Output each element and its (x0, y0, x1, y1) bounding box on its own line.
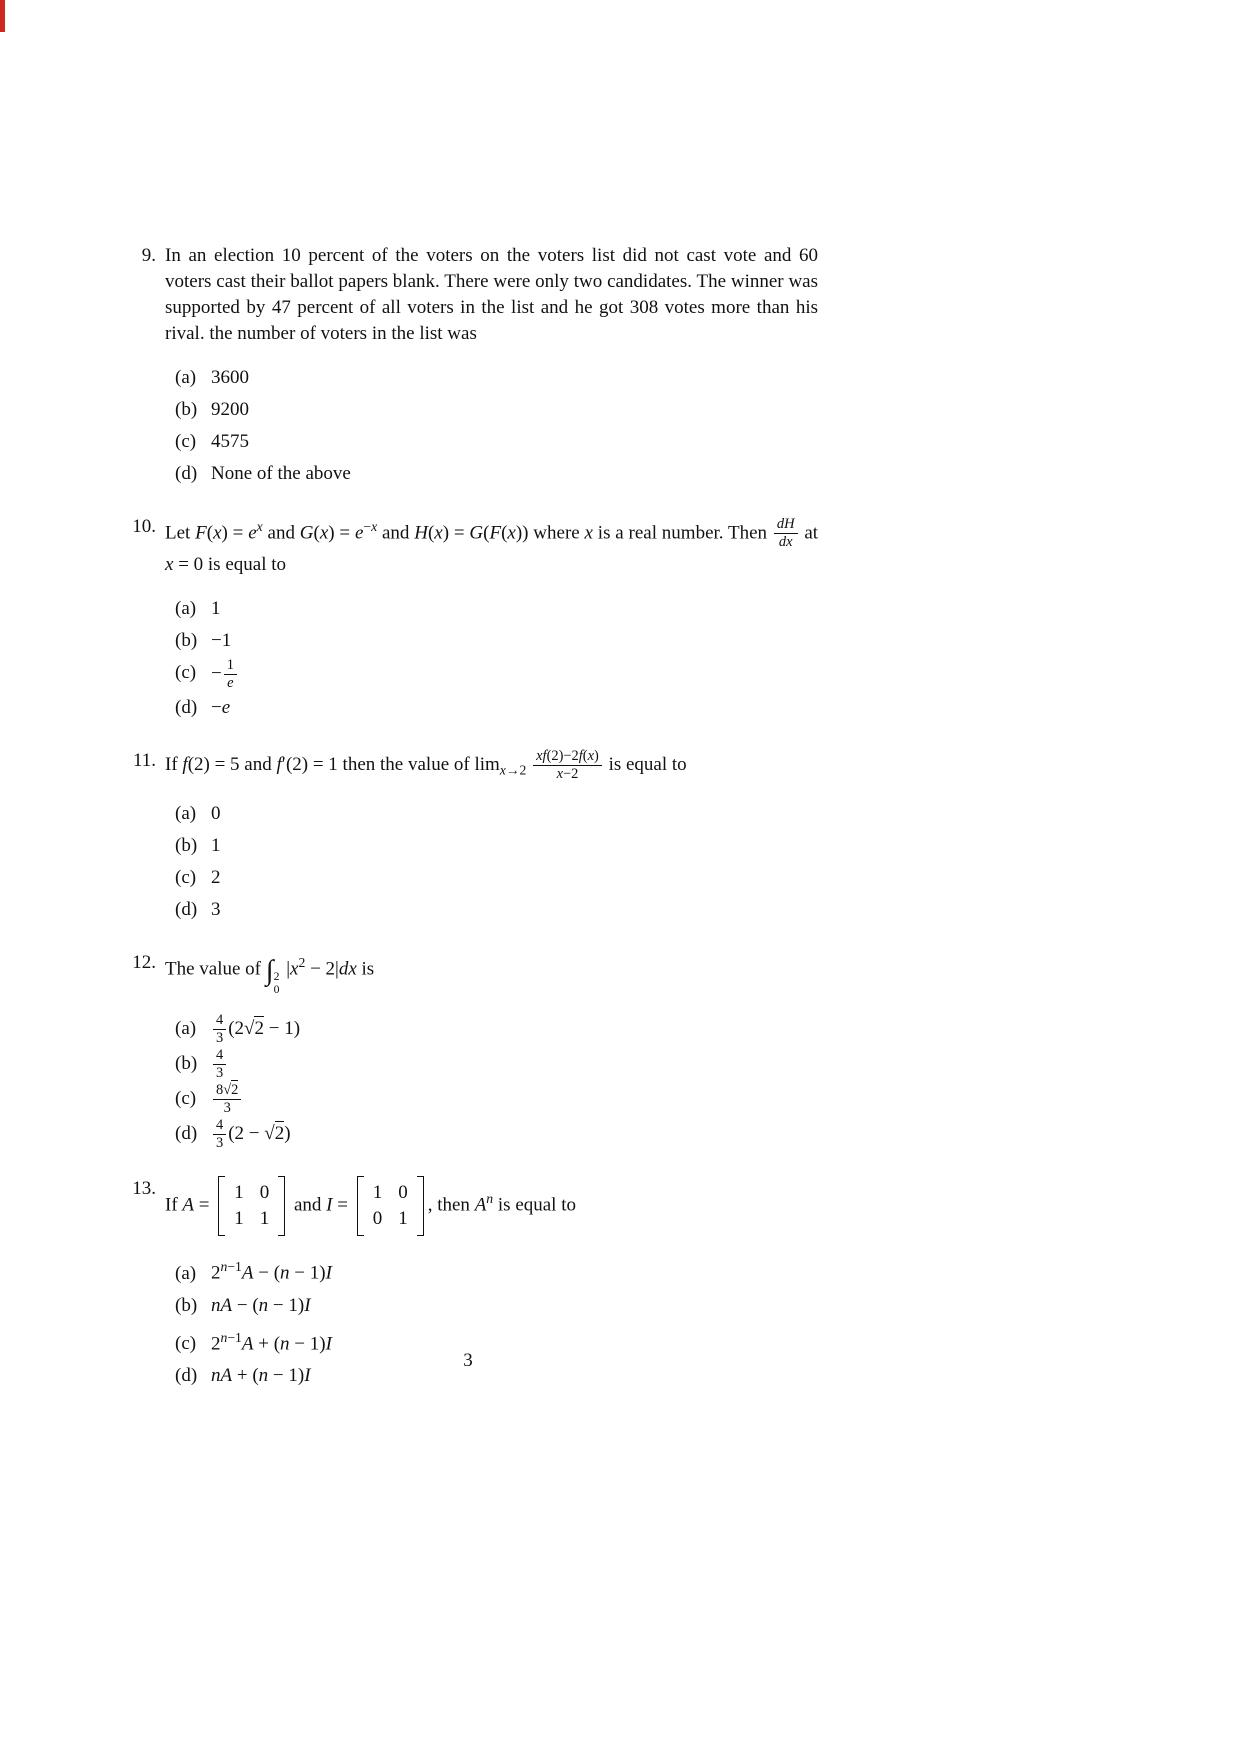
page-number: 3 (463, 1350, 473, 1371)
option-item (175, 1047, 818, 1082)
option-label: (a) (175, 1262, 197, 1284)
question-body: If f(2) = 5 and f′(2) = 1 then the value of $\lim_{x\to 2}$ $\frac{xf(2)-2f(x)}{x-2}$ is equal to (165, 747, 687, 782)
option-label: (a) (175, 367, 197, 388)
question-item-9 (118, 243, 818, 490)
option-text: $\frac{8√2}{3}$ (211, 1082, 818, 1117)
question-number: 10. (132, 516, 156, 537)
question-item-11 (118, 748, 818, 927)
option-label: (c) (175, 662, 197, 684)
option-label: (d) (175, 899, 198, 921)
option-item (175, 593, 818, 625)
options-list (175, 798, 818, 926)
option-text: 0 (211, 803, 221, 825)
option-label: (d) (175, 1364, 198, 1386)
option-text: nA + (n − 1)I (211, 1364, 311, 1386)
option-label: (d) (175, 463, 198, 484)
option-label: (c) (175, 867, 197, 889)
question-body: Let $F(x) = e^x$ and $G(x) = e^{-x}$ and H(x) = G(F(x)) where x is a real number. Then $\frac{dH}{dx}$ at x = 0 is equal to (165, 516, 819, 575)
question-item-12 (118, 950, 818, 1152)
red-edge-mark (0, 0, 5, 32)
option-text: − $\frac{1}{e}$ (211, 657, 818, 692)
option-label: (d) (175, 1123, 198, 1145)
option-text: $2^{n-1}A - (n - 1)I$ (211, 1259, 332, 1284)
option-text: $\frac{4}{3}$ (2√2 − 1) (211, 1012, 818, 1047)
option-item (175, 1251, 818, 1289)
option-item (175, 1117, 818, 1152)
options-list (175, 1012, 818, 1152)
option-text: 4575 (211, 431, 249, 452)
option-item (175, 394, 818, 426)
option-label: (b) (175, 399, 198, 420)
option-item (175, 1290, 818, 1322)
question-body: In an election 10 percent of the voters on the voters list did not cast vote and 60 voters cast their ballot papers blank. There were only two candidates. The winner was supported by 47 percent of all voters in the list and he got 308 votes more than his rival. the number of voters in the list was (165, 245, 818, 344)
option-item (175, 1082, 818, 1117)
question-item-10 (118, 514, 818, 724)
option-text: $\frac{4}{3}$ (211, 1047, 818, 1082)
option-text: 1 (211, 597, 221, 619)
option-text: 9200 (211, 399, 249, 420)
option-text: nA − (n − 1)I (211, 1294, 311, 1316)
option-text: 2 (211, 867, 221, 889)
option-text: 1 (211, 835, 221, 857)
option-text: $\frac{4}{3}$ (2 − √2) (211, 1117, 818, 1152)
option-item (175, 426, 818, 458)
question-block (156, 514, 818, 724)
question-block (156, 950, 818, 1152)
option-item (175, 798, 818, 830)
option-item (175, 692, 818, 724)
option-label: (c) (175, 431, 197, 452)
exam-content (118, 243, 818, 1416)
option-item (175, 830, 818, 862)
question-number: 13. (132, 1178, 156, 1200)
option-text: 3600 (211, 367, 249, 388)
option-label: (c) (175, 1332, 197, 1354)
option-item (175, 458, 818, 490)
question-number: 12. (132, 952, 156, 974)
option-label: (a) (175, 803, 197, 825)
question-block (156, 243, 818, 490)
options-list (175, 593, 818, 724)
option-text: −e (211, 696, 231, 718)
option-label: (c) (175, 1087, 197, 1109)
options-list (175, 362, 818, 490)
question-block (156, 748, 818, 927)
option-item (175, 862, 818, 894)
question-body: The value of ∫ 2 0 $|x^2 - 2|dx$ is (165, 955, 375, 997)
option-text: $2^{n-1}A + (n - 1)I$ (211, 1329, 332, 1354)
question-body: If A = 1 0 1 1 and I = 1 0 0 1 , then $A^n$ is equal to (165, 1176, 818, 1236)
option-label: (b) (175, 1052, 198, 1074)
option-item (175, 657, 818, 692)
option-label: (b) (175, 1294, 198, 1316)
option-label: (a) (175, 1017, 197, 1039)
option-item (175, 625, 818, 657)
option-label: (b) (175, 835, 198, 857)
option-item (175, 894, 818, 926)
option-text: −1 (211, 629, 232, 651)
option-item (175, 362, 818, 394)
question-number: 11. (132, 749, 156, 771)
option-text: None of the above (211, 463, 351, 484)
option-item (175, 1012, 818, 1047)
option-label: (b) (175, 629, 198, 651)
question-number: 9. (141, 245, 156, 266)
option-label: (a) (175, 597, 197, 619)
option-text: 3 (211, 899, 221, 921)
option-label: (d) (175, 696, 198, 718)
